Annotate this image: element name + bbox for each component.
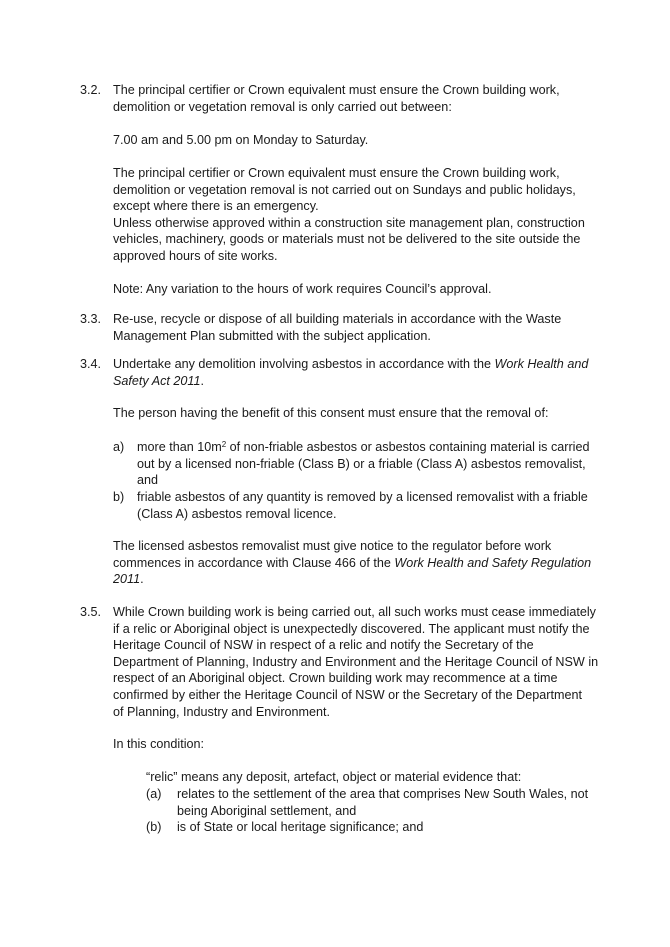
- text-line: Management Plan submitted with the subject application.: [113, 328, 431, 343]
- text-run: .: [200, 373, 205, 388]
- section-number-3-5: 3.5.: [80, 605, 102, 619]
- section-3-5-paragraph-1: [113, 604, 613, 720]
- relic-definition: “relic” means any deposit, artefact, object or material evidence that:: [146, 770, 522, 784]
- section-number-3-2: 3.2.: [80, 83, 102, 97]
- relic-label-b: (b): [146, 820, 162, 834]
- section-3-4-paragraph-2: The person having the benefit of this consent must ensure that the removal of:: [113, 406, 549, 420]
- text-line: and: [137, 473, 159, 488]
- text-line: demolition or vegetation removal is not carried out on Sundays and public holidays,: [113, 182, 576, 197]
- section-3-2-hours: 7.00 am and 5.00 pm on Monday to Saturday.: [113, 133, 369, 147]
- section-3-2-paragraph-3: [113, 165, 603, 265]
- text-line: Re-use, recycle or dispose of all building materials in accordance with the Waste: [113, 312, 562, 326]
- text-line: out by a licensed non-friable (Class B) or a friable (Class A) asbestos removalist,: [137, 456, 586, 471]
- text-line: The principal certifier or Crown equivalent must ensure the Crown building work,: [113, 166, 560, 180]
- text-line: demolition or vegetation removal is only carried out between:: [113, 99, 452, 114]
- section-number-3-3: 3.3.: [80, 312, 102, 326]
- text-line: The licensed asbestos removalist must give notice to the regulator before work: [113, 539, 552, 553]
- section-3-3-paragraph: [113, 311, 603, 344]
- text-line: (Class A) asbestos removal licence.: [137, 506, 337, 521]
- text-line: [113, 571, 603, 588]
- section-3-2-paragraph-1: [113, 82, 603, 115]
- text-line: being Aboriginal settlement, and: [177, 803, 357, 818]
- text-line: Heritage Council of NSW in respect of a relic and notify the Secretary of the: [113, 638, 534, 653]
- text-line: [113, 373, 603, 390]
- text-line: The principal certifier or Crown equivalent must ensure the Crown building work,: [113, 83, 560, 97]
- section-3-4-paragraph-1: [113, 356, 603, 389]
- list-item-b: [137, 489, 599, 522]
- section-number-3-4: 3.4.: [80, 357, 102, 371]
- regulation-title-italic: Work Health and Safety Regulation: [394, 555, 592, 570]
- text-run: of non-friable asbestos or asbestos containing material is carried: [226, 440, 590, 454]
- text-line: Unless otherwise approved within a construction site management plan, construction: [113, 215, 585, 230]
- section-3-4-paragraph-3: [113, 538, 603, 588]
- text-line: [113, 356, 603, 373]
- text-line: vehicles, machinery, goods or materials must not be delivered to the site outside the: [113, 232, 581, 247]
- text-run: more than 10m: [137, 440, 222, 454]
- section-3-5-paragraph-2: In this condition:: [113, 737, 205, 751]
- text-line: While Crown building work is being carried out, all such works must cease immediately: [113, 605, 596, 619]
- section-3-2-note: Note: Any variation to the hours of work requires Council’s approval.: [113, 282, 492, 296]
- list-label-a: a): [113, 440, 125, 454]
- text-line: approved hours of site works.: [113, 248, 278, 263]
- text-line: if a relic or Aboriginal object is unexpectedly discovered. The applicant must notify the: [113, 621, 590, 636]
- text-line: [113, 555, 603, 572]
- text-line: confirmed by either the Heritage Council of NSW or the Secretary of the Department: [113, 687, 582, 702]
- relic-item-a: [177, 786, 597, 819]
- relic-item-b: is of State or local heritage significance; and: [177, 820, 424, 834]
- text-run: .: [140, 572, 144, 587]
- act-title-italic: Safety Act 2011: [113, 373, 201, 388]
- text-line: relates to the settlement of the area that comprises New South Wales, not: [177, 787, 589, 801]
- act-title-italic: Work Health and: [494, 357, 589, 371]
- text-line: except where there is an emergency.: [113, 199, 319, 214]
- superscript: 2: [221, 440, 227, 449]
- regulation-title-italic: 2011: [113, 572, 141, 587]
- text-run: commences in accordance with Clause 466 of the: [113, 555, 395, 570]
- text-line: respect of an Aboriginal object. Crown building work may recommence at a time: [113, 671, 558, 686]
- text-run: Undertake any demolition involving asbestos in accordance with the: [113, 357, 495, 371]
- text-line: [137, 439, 599, 456]
- list-item-a: [137, 439, 599, 489]
- text-line: Department of Planning, Industry and Environment and the Heritage Council of NSW in: [113, 654, 599, 669]
- text-line: of Planning, Industry and Environment.: [113, 704, 331, 719]
- relic-label-a: (a): [146, 787, 162, 801]
- text-line: friable asbestos of any quantity is removed by a licensed removalist with a friable: [137, 490, 588, 504]
- list-label-b: b): [113, 490, 125, 504]
